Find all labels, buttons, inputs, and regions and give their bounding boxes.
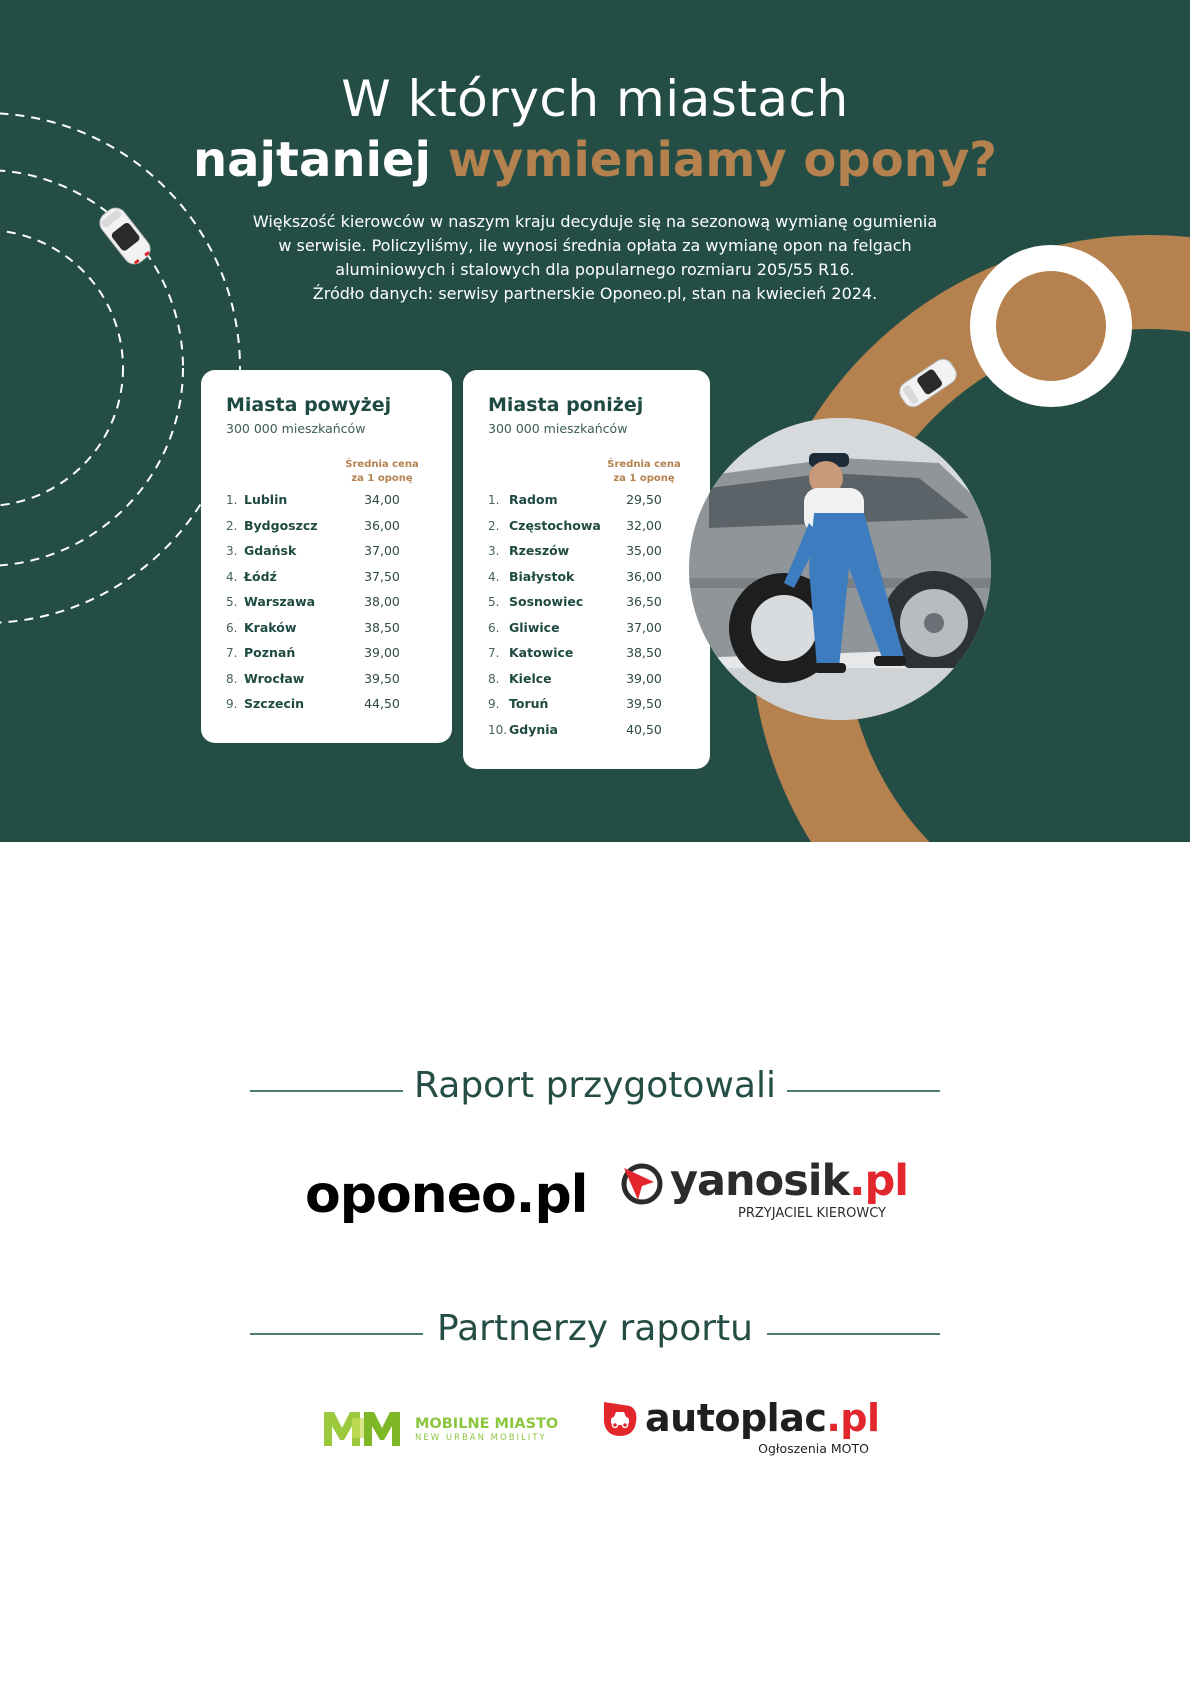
price: 39,00 xyxy=(364,645,400,660)
city-name: Toruń xyxy=(509,696,549,711)
city-name: Gdynia xyxy=(509,721,558,737)
page-title-line1: W których miastach xyxy=(341,70,849,128)
section-heading: Raport przygotowali xyxy=(414,1065,776,1106)
rank: 6. xyxy=(488,620,500,635)
city-name: Rzeszów xyxy=(509,543,570,558)
price: 44,50 xyxy=(364,696,400,711)
price: 37,00 xyxy=(364,543,400,558)
rank: 7. xyxy=(488,646,500,660)
dashed-arc-middle xyxy=(0,170,183,566)
rank: 3. xyxy=(226,544,238,558)
intro-line: w serwisie. Policzyliśmy, ile wynosi średnia opłata za wymianę opon na felgach xyxy=(278,236,912,255)
price: 38,00 xyxy=(364,594,400,609)
table-row xyxy=(463,618,710,644)
price: 35,00 xyxy=(626,543,662,558)
autoplac-tld: .pl xyxy=(826,1396,880,1440)
table-row xyxy=(201,516,452,542)
table-row xyxy=(201,669,452,695)
rank: 7. xyxy=(226,646,238,660)
mobilne-miasto-icon xyxy=(322,1408,404,1448)
car-icon xyxy=(95,204,154,269)
price: 40,50 xyxy=(626,721,662,737)
price: 36,00 xyxy=(626,568,662,584)
intro-line: aluminiowych i stalowych dla popularnego rozmiaru 205/55 R16. xyxy=(335,260,855,279)
page-title-line2 xyxy=(0,132,1190,188)
dashed-arc-inner xyxy=(0,230,123,506)
city-name: Katowice xyxy=(509,645,574,660)
mechanic-photo xyxy=(689,418,991,720)
table-row xyxy=(463,516,710,542)
rank: 4. xyxy=(488,569,500,584)
table-rows xyxy=(463,490,710,745)
mechanic-illustration xyxy=(689,418,991,720)
header-line: za 1 oponę xyxy=(613,473,675,484)
city-name: Wrocław xyxy=(244,670,305,686)
autoplac-logo xyxy=(600,1396,880,1460)
price: 32,00 xyxy=(626,517,662,533)
rank: 5. xyxy=(226,595,238,609)
header-line: za 1 oponę xyxy=(351,473,413,484)
city-name: Kielce xyxy=(509,670,552,686)
autoplac-tagline: Ogłoszenia MOTO xyxy=(758,1441,869,1456)
card-title: Miasta poniżej xyxy=(488,394,644,416)
yanosik-name: yanosik xyxy=(670,1156,850,1206)
rank: 1. xyxy=(226,493,238,507)
table-row xyxy=(201,541,452,567)
city-name: Kraków xyxy=(244,619,297,635)
table-row xyxy=(463,592,710,618)
city-name: Bydgoszcz xyxy=(244,517,318,533)
price: 39,50 xyxy=(364,670,400,686)
city-name: Poznań xyxy=(244,645,296,660)
card-subtitle: 300 000 mieszkańców xyxy=(226,421,366,436)
city-name: Gliwice xyxy=(509,619,560,635)
city-name: Częstochowa xyxy=(509,517,601,533)
rank: 9. xyxy=(226,697,238,711)
rank: 3. xyxy=(488,544,500,558)
yanosik-wordmark xyxy=(670,1156,908,1206)
title-highlight-accent: wymieniamy opony? xyxy=(447,132,997,188)
intro-text xyxy=(240,210,950,306)
rank: 2. xyxy=(488,518,500,533)
autoplac-name: autoplac xyxy=(645,1396,827,1440)
table-row xyxy=(201,618,452,644)
table-rows xyxy=(201,490,452,720)
city-name: Białystok xyxy=(509,568,575,584)
yanosik-icon xyxy=(620,1162,664,1206)
table-card-above xyxy=(201,370,452,743)
card-subtitle: 300 000 mieszkańców xyxy=(488,421,628,436)
city-name: Łódź xyxy=(244,568,277,584)
partners-heading xyxy=(250,1308,940,1358)
price: 39,50 xyxy=(626,696,662,711)
table-row xyxy=(201,592,452,618)
rank: 8. xyxy=(488,671,500,686)
table-row xyxy=(201,490,452,516)
price: 29,50 xyxy=(626,492,662,507)
card-title: Miasta powyżej xyxy=(226,394,392,416)
price: 36,50 xyxy=(626,594,662,609)
mobilne-miasto-logo xyxy=(322,1408,562,1450)
table-row xyxy=(463,643,710,669)
autoplac-wordmark xyxy=(645,1396,880,1440)
rank: 8. xyxy=(226,671,238,686)
table-row xyxy=(201,643,452,669)
table-row xyxy=(463,694,710,720)
city-name: Radom xyxy=(509,492,558,507)
rank: 2. xyxy=(226,518,238,533)
intro-line: Większość kierowców w naszym kraju decyduje się na sezonową wymianę ogumienia xyxy=(252,212,938,231)
rank: 4. xyxy=(226,569,238,584)
intro-line: Źródło danych: serwisy partnerskie Oponeo.pl, stan na kwiecień 2024. xyxy=(312,284,878,303)
divider-line xyxy=(787,1090,940,1092)
yanosik-tagline: PRZYJACIEL KIEROWCY xyxy=(738,1206,886,1221)
price: 38,50 xyxy=(364,619,400,635)
yanosik-tld: .pl xyxy=(849,1156,908,1206)
table-row xyxy=(463,490,710,516)
price-column-header xyxy=(599,458,689,486)
price: 38,50 xyxy=(626,645,662,660)
table-card-below xyxy=(463,370,710,769)
city-name: Warszawa xyxy=(244,594,316,609)
rank: 1. xyxy=(488,493,500,507)
white-ring xyxy=(983,258,1119,394)
table-row xyxy=(463,669,710,695)
city-name: Sosnowiec xyxy=(509,594,584,609)
prepared-by-heading xyxy=(250,1065,940,1115)
rank: 9. xyxy=(488,697,500,711)
price: 37,00 xyxy=(626,619,662,635)
section-heading: Partnerzy raportu xyxy=(437,1308,753,1349)
mobilne-miasto-name: MOBILNE MIASTO xyxy=(415,1416,559,1432)
table-row xyxy=(463,567,710,593)
yanosik-logo xyxy=(618,1156,908,1222)
city-name: Szczecin xyxy=(244,696,305,711)
rank: 6. xyxy=(226,620,238,635)
price: 36,00 xyxy=(364,517,400,533)
price: 39,00 xyxy=(626,670,662,686)
table-row xyxy=(463,541,710,567)
title-highlight-white: najtaniej xyxy=(192,132,431,188)
header-line: Średnia cena xyxy=(345,459,419,470)
price: 34,00 xyxy=(364,492,400,507)
rank: 10. xyxy=(488,722,508,737)
table-row xyxy=(201,694,452,720)
rank: 5. xyxy=(488,595,500,609)
header-line: Średnia cena xyxy=(607,459,681,470)
mobilne-miasto-tagline: NEW URBAN MOBILITY xyxy=(415,1433,547,1443)
oponeo-logo: oponeo.pl xyxy=(305,1165,588,1225)
table-row xyxy=(463,720,710,746)
price: 37,50 xyxy=(364,568,400,584)
city-name: Gdańsk xyxy=(244,543,297,558)
autoplac-icon xyxy=(600,1400,640,1440)
price-column-header xyxy=(337,458,427,486)
divider-line xyxy=(767,1333,940,1335)
city-name: Lublin xyxy=(244,492,288,507)
table-row xyxy=(201,567,452,593)
